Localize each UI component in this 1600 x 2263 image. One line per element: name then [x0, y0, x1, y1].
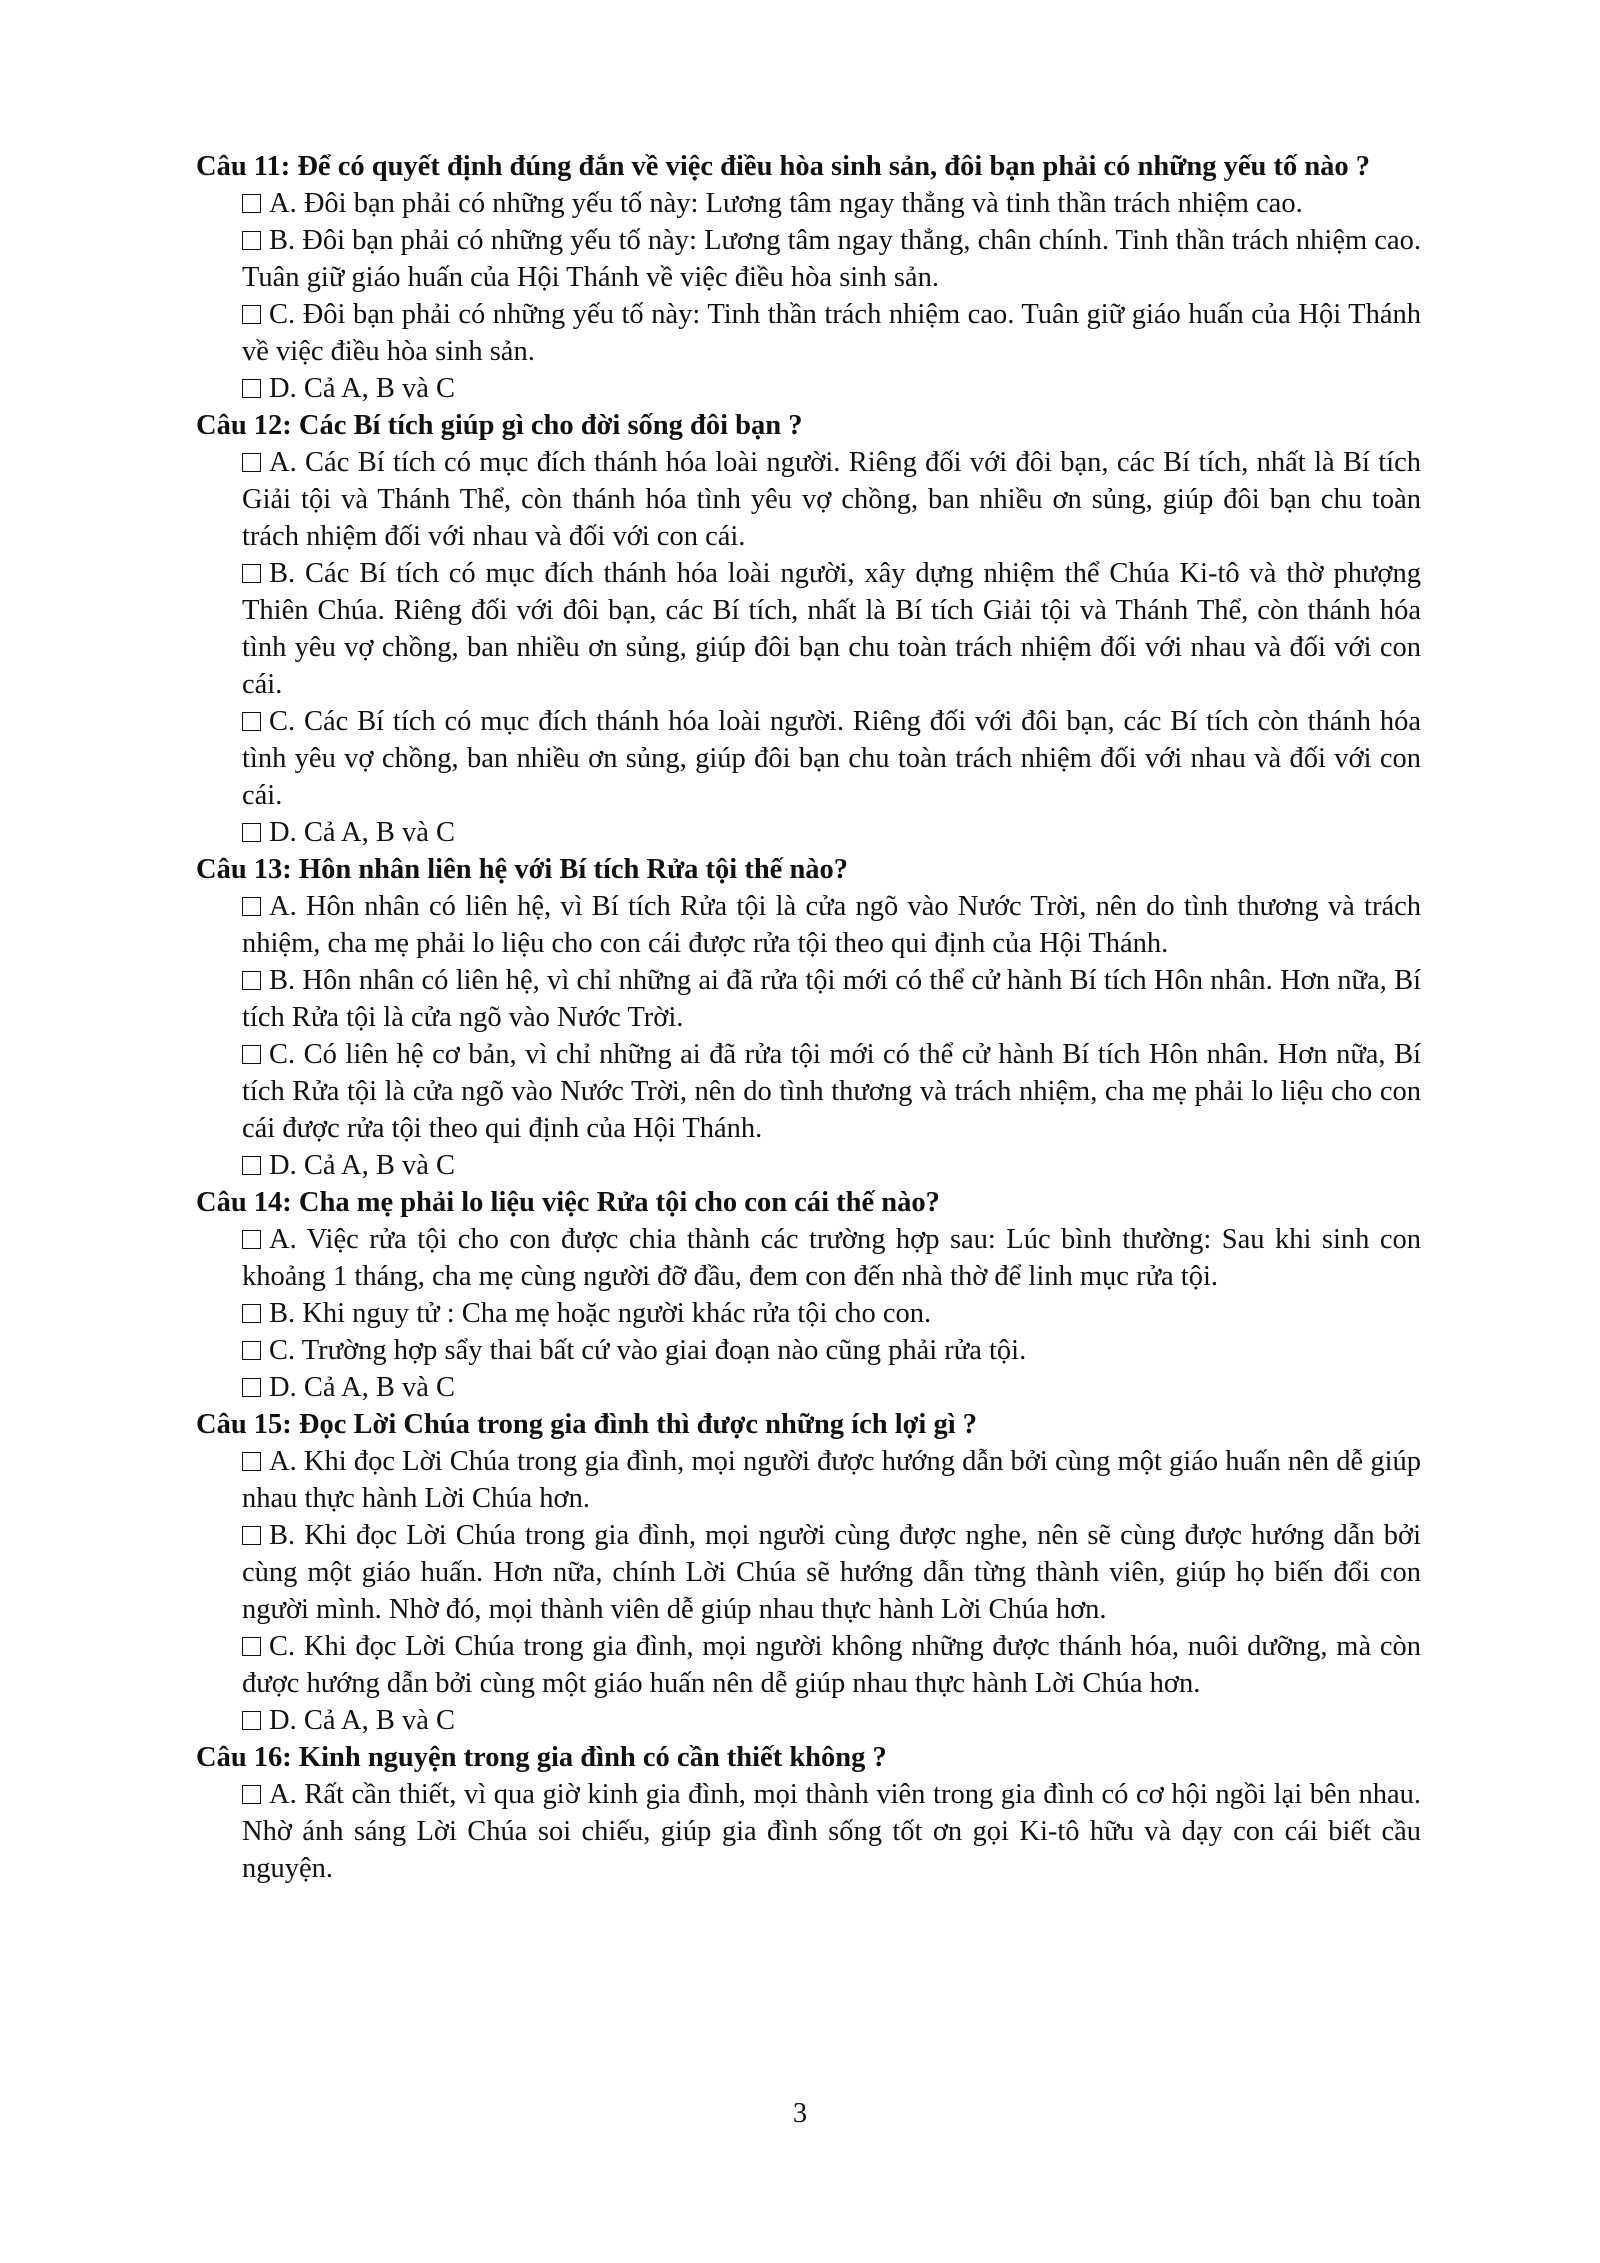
- checkbox-icon[interactable]: [242, 823, 261, 842]
- answer-option[interactable]: D. Cả A, B và C: [242, 814, 1421, 851]
- answer-option[interactable]: C. Đôi bạn phải có những yếu tố này: Tinh thần trách nhiệm cao. Tuân giữ giáo huấn của Hội Thánh về việc điều hòa sinh sản.: [242, 299, 1421, 367]
- checkbox-icon[interactable]: [242, 453, 261, 472]
- answer-option[interactable]: A. Các Bí tích có mục đích thánh hóa loài người. Riêng đối với đôi bạn, các Bí tích, nhất là Bí tích Giải tội và Thánh Thể, còn thánh hóa tình yêu vợ chồng, ban nhiều ơn sủng, giúp đôi bạn chu toàn trách nhiệm đối với nhau và đối với con cái.: [242, 447, 1421, 552]
- answer-option[interactable]: B. Khi nguy tử : Cha mẹ hoặc người khác rửa tội cho con.: [242, 1295, 1421, 1332]
- answer-option[interactable]: B. Đôi bạn phải có những yếu tố này: Lương tâm ngay thẳng, chân chính. Tinh thần trách nhiệm cao. Tuân giữ giáo huấn của Hội Thánh về việc điều hòa sinh sản.: [242, 225, 1421, 293]
- checkbox-icon[interactable]: [242, 1452, 261, 1471]
- checkbox-icon[interactable]: [242, 1341, 261, 1360]
- answer-option[interactable]: A. Hôn nhân có liên hệ, vì Bí tích Rửa tội là cửa ngõ vào Nước Trời, nên do tình thương và trách nhiệm, cha mẹ phải lo liệu cho con cái được rửa tội theo qui định của Hội Thánh.: [242, 891, 1421, 959]
- answer-option[interactable]: A. Khi đọc Lời Chúa trong gia đình, mọi người được hướng dẫn bởi cùng một giáo huấn nên dễ giúp nhau thực hành Lời Chúa hơn.: [242, 1446, 1421, 1514]
- checkbox-icon[interactable]: [242, 379, 261, 398]
- checkbox-icon[interactable]: [242, 231, 261, 250]
- checkbox-icon[interactable]: [242, 564, 261, 583]
- checkbox-icon[interactable]: [242, 1304, 261, 1323]
- question-block: [196, 407, 1421, 851]
- checkbox-icon[interactable]: [242, 897, 261, 916]
- checkbox-icon[interactable]: [242, 1785, 261, 1804]
- answer-option[interactable]: A. Việc rửa tội cho con được chia thành các trường hợp sau: Lúc bình thường: Sau khi sinh con khoảng 1 tháng, cha mẹ cùng người đỡ đầu, đem con đến nhà thờ để linh mục rửa tội.: [242, 1224, 1421, 1292]
- answer-option[interactable]: D. Cả A, B và C: [242, 1369, 1421, 1406]
- question-block: [196, 148, 1421, 407]
- answer-option[interactable]: C. Có liên hệ cơ bản, vì chỉ những ai đã rửa tội mới có thể cử hành Bí tích Hôn nhân. Hơn nữa, Bí tích Rửa tội là cửa ngõ vào Nước Trời, nên do tình thương và trách nhiệm, cha mẹ phải lo liệu cho con cái được rửa tội theo qui định của Hội Thánh.: [242, 1039, 1421, 1144]
- question-title: Câu 14: Cha mẹ phải lo liệu việc Rửa tội cho con cái thế nào?: [196, 1187, 940, 1218]
- answer-option[interactable]: C. Khi đọc Lời Chúa trong gia đình, mọi người không những được thánh hóa, nuôi dưỡng, mà còn được hướng dẫn bởi cùng một giáo huấn nên dễ giúp nhau thực hành Lời Chúa hơn.: [242, 1631, 1421, 1699]
- checkbox-icon[interactable]: [242, 1526, 261, 1545]
- answer-option[interactable]: B. Các Bí tích có mục đích thánh hóa loài người, xây dựng nhiệm thể Chúa Ki-tô và thờ phượng Thiên Chúa. Riêng đối với đôi bạn, các Bí tích, nhất là Bí tích Giải tội và Thánh Thể, còn thánh hóa tình yêu vợ chồng, ban nhiều ơn sủng, giúp đôi bạn chu toàn trách nhiệm đối với nhau và đối với con cái.: [242, 558, 1421, 700]
- question-title: Câu 11: Để có quyết định đúng đắn về việc điều hòa sinh sản, đôi bạn phải có những yếu tố nào ?: [196, 151, 1371, 182]
- checkbox-icon[interactable]: [242, 1045, 261, 1064]
- question-block: [196, 1406, 1421, 1739]
- checkbox-icon[interactable]: [242, 1378, 261, 1397]
- checkbox-icon[interactable]: [242, 305, 261, 324]
- document-page: [196, 148, 1421, 1887]
- answer-option[interactable]: C. Trường hợp sẩy thai bất cứ vào giai đoạn nào cũng phải rửa tội.: [242, 1332, 1421, 1369]
- question-title: Câu 13: Hôn nhân liên hệ với Bí tích Rửa tội thế nào?: [196, 854, 849, 885]
- answer-option[interactable]: D. Cả A, B và C: [242, 1147, 1421, 1184]
- question-block: [196, 1739, 1421, 1887]
- checkbox-icon[interactable]: [242, 971, 261, 990]
- answer-option[interactable]: A. Rất cần thiết, vì qua giờ kinh gia đình, mọi thành viên trong gia đình có cơ hội ngồi lại bên nhau. Nhờ ánh sáng Lời Chúa soi chiếu, giúp gia đình sống tốt ơn gọi Ki-tô hữu và dạy con cái biết cầu nguyện.: [242, 1779, 1421, 1884]
- answer-option[interactable]: B. Khi đọc Lời Chúa trong gia đình, mọi người cùng được nghe, nên sẽ cùng được hướng dẫn bởi cùng một giáo huấn. Hơn nữa, chính Lời Chúa sẽ hướng dẫn từng thành viên, giúp họ biến đổi con người mình. Nhờ đó, mọi thành viên dễ giúp nhau thực hành Lời Chúa hơn.: [242, 1520, 1421, 1625]
- question-title: Câu 15: Đọc Lời Chúa trong gia đình thì được những ích lợi gì ?: [196, 1409, 978, 1440]
- checkbox-icon[interactable]: [242, 1156, 261, 1175]
- checkbox-icon[interactable]: [242, 1711, 261, 1730]
- checkbox-icon[interactable]: [242, 1230, 261, 1249]
- answer-option[interactable]: A. Đôi bạn phải có những yếu tố này: Lương tâm ngay thẳng và tinh thần trách nhiệm cao.: [242, 185, 1421, 222]
- answer-option[interactable]: B. Hôn nhân có liên hệ, vì chỉ những ai đã rửa tội mới có thể cử hành Bí tích Hôn nhân. Hơn nữa, Bí tích Rửa tội là cửa ngõ vào Nước Trời.: [242, 965, 1421, 1033]
- question-title: Câu 16: Kinh nguyện trong gia đình có cần thiết không ?: [196, 1742, 887, 1773]
- answer-option[interactable]: C. Các Bí tích có mục đích thánh hóa loài người. Riêng đối với đôi bạn, các Bí tích còn thánh hóa tình yêu vợ chồng, ban nhiều ơn sủng, giúp đôi bạn chu toàn trách nhiệm đối với nhau và đối với con cái.: [242, 706, 1421, 811]
- question-title: Câu 12: Các Bí tích giúp gì cho đời sống đôi bạn ?: [196, 410, 803, 441]
- page-number: 3: [792, 2098, 808, 2129]
- answer-option[interactable]: D. Cả A, B và C: [242, 1702, 1421, 1739]
- question-block: [196, 1184, 1421, 1406]
- checkbox-icon[interactable]: [242, 1637, 261, 1656]
- answer-option[interactable]: D. Cả A, B và C: [242, 370, 1421, 407]
- checkbox-icon[interactable]: [242, 712, 261, 731]
- checkbox-icon[interactable]: [242, 194, 261, 213]
- question-block: [196, 851, 1421, 1184]
